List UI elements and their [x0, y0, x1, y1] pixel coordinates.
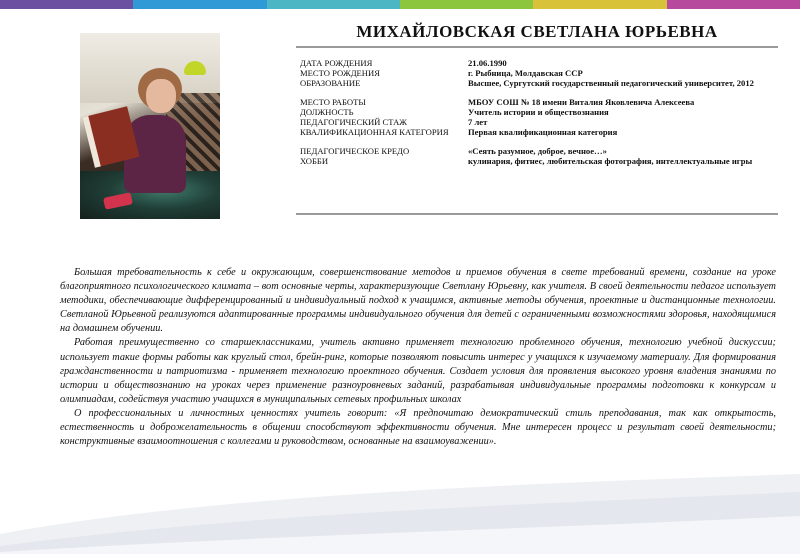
info-label: МЕСТО РОЖДЕНИЯ [300, 68, 380, 78]
teacher-name: МИХАЙЛОВСКАЯ СВЕТЛАНА ЮРЬЕВНА [356, 22, 718, 41]
info-table [300, 58, 778, 166]
bio-paragraph: Большая требовательность к себе и окружающим, совершенствование методов и приемов обучения в свете требований времени, создание на уроке благоприятного психологического климата – вот основные черты, характеризующие Светлану Юрьевну, как учителя. В своей деятельности педагог использует методики, обеспечивающие дифференцированный и индивидуальный подход к учащимся, активные методы обучения, проектные и дистанционные технологии. Светланой Юрьевной реализуются адаптированные программы индивидуального обучения для детей с ограниченными возможностями здоровья, находящимися на домашнем обучении. [60, 267, 776, 335]
color-segment [533, 0, 666, 9]
bio-paragraph: О профессиональных и личностных ценностях учитель говорит: «Я предпочитаю демократический стиль преподавания, так как открытость, естественность и доброжелательность в общении способствуют эффективности обучения. Мне интересен процесс и результат своей деятельности; конструктивные взаимоотношения с коллегами и руководством, основанные на взаимоуважении». [60, 407, 776, 448]
biography-text [60, 266, 776, 449]
info-value: «Сеять разумное, доброе, вечное…» [468, 146, 607, 156]
info-label: ДОЛЖНОСТЬ [300, 107, 354, 117]
color-segment [0, 0, 133, 9]
info-row-birth-date [300, 58, 778, 68]
decorative-swoosh [0, 464, 800, 554]
info-row-hobby [300, 156, 778, 166]
info-value: Учитель истории и обществознания [468, 107, 609, 117]
color-segment [400, 0, 533, 9]
info-row-education [300, 78, 778, 88]
info-label: ОБРАЗОВАНИЕ [300, 78, 361, 88]
info-value: Первая квалификационная категория [468, 127, 618, 137]
info-label: МЕСТО РАБОТЫ [300, 97, 366, 107]
info-label: ХОББИ [300, 156, 329, 166]
info-value: г. Рыбница, Молдавская ССР [468, 68, 583, 78]
info-label: ПЕДАГОГИЧЕСКИЙ СТАЖ [300, 117, 407, 127]
info-value: 21.06.1990 [468, 58, 507, 68]
teacher-photo [80, 33, 220, 219]
divider [296, 213, 778, 215]
info-label: ПЕДАГОГИЧЕСКОЕ КРЕДО [300, 146, 410, 156]
info-label: ДАТА РОЖДЕНИЯ [300, 58, 373, 68]
info-row-experience [300, 117, 778, 127]
info-value: Высшее, Сургутский государственный педагогический университет, 2012 [468, 78, 754, 88]
color-segment [667, 0, 800, 9]
info-row-birth-place [300, 68, 778, 78]
color-segment [133, 0, 266, 9]
info-row-position [300, 107, 778, 117]
divider [296, 46, 778, 48]
bio-paragraph: Работая преимущественно со старшеклассниками, учитель активно применяет технологию проблемного обучения, технологию учебной дискуссии; использует такие формы работы как круглый стол, брейн-ринг, которые позволяют повысить интерес у учащихся к изучаемому материалу. Для формирования гражданственности и патриотизма - применяет технологию проектного обучения. Создает условия для проявления высокого уровня владения знаниями по истории и обществознанию на уроках через применение разноуровневых заданий, разрабатывая индивидуальные программы подготовки к конкурсам и олимпиадам, содействуя участию учащихся в муниципальных сетевых профильных школах [60, 337, 776, 405]
info-row-category [300, 127, 778, 137]
info-row-workplace [300, 97, 778, 107]
top-color-bar [0, 0, 800, 9]
info-row-credo [300, 146, 778, 156]
color-segment [267, 0, 400, 9]
info-label: КВАЛИФИКАЦИОННАЯ КАТЕГОРИЯ [300, 127, 449, 137]
info-value: кулинария, фитнес, любительская фотография, интеллектуальные игры [468, 156, 753, 166]
info-value: 7 лет [468, 117, 488, 127]
info-value: МБОУ СОШ № 18 имени Виталия Яковлевича Алексеева [468, 97, 695, 107]
